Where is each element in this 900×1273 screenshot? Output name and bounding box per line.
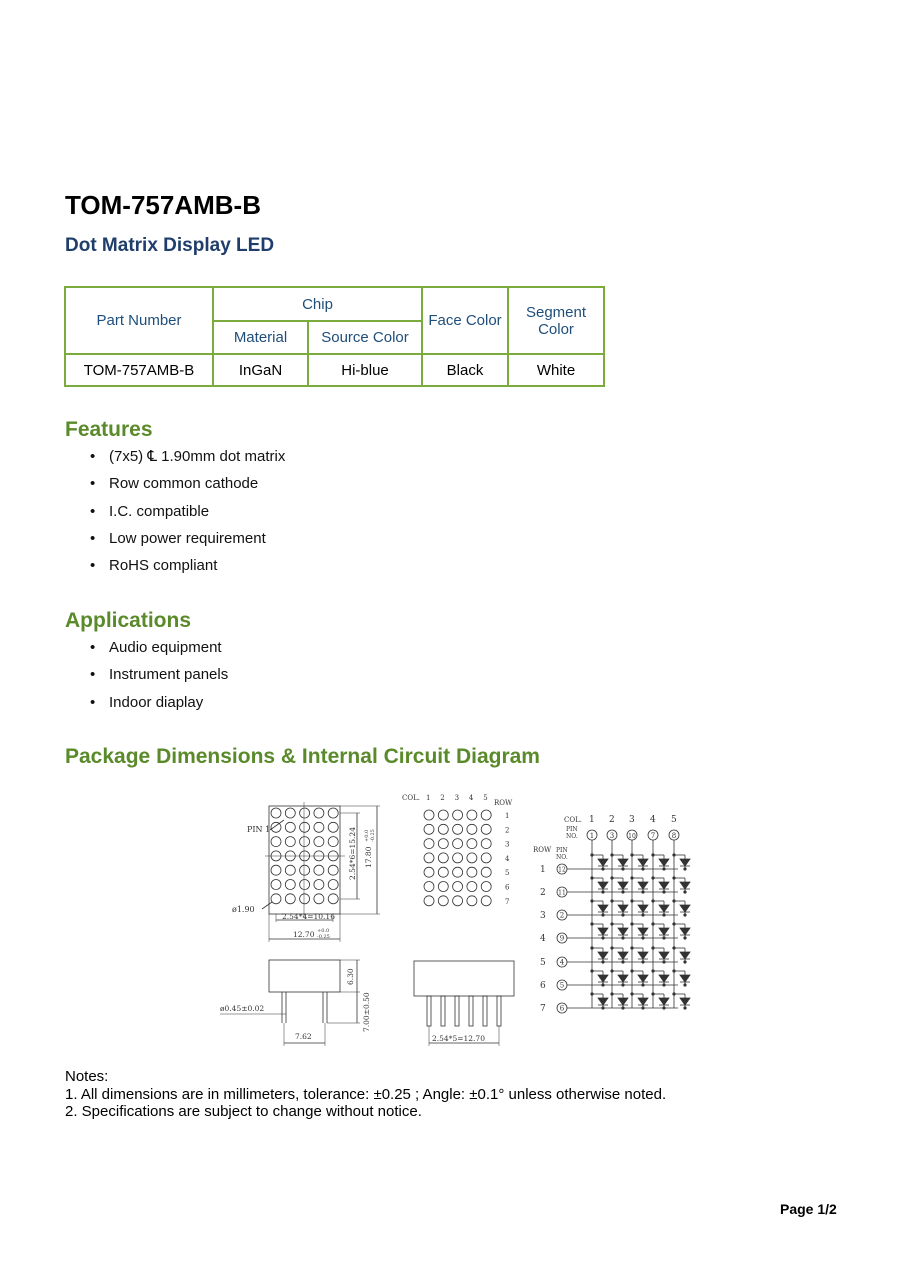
mid-row-number: 7 [505, 897, 510, 906]
circuit-junction [631, 877, 633, 879]
mid-led-dot [453, 853, 463, 863]
led-diode-symbol [680, 998, 690, 1005]
mid-col-number: 4 [468, 794, 474, 802]
circuit-row-number: 1 [540, 865, 546, 875]
led-diode-symbol [659, 952, 669, 959]
mid-led-dot [424, 867, 434, 877]
led-diode-symbol [618, 905, 628, 912]
front-led-dot [328, 837, 338, 847]
mid-col-numbers [426, 794, 488, 802]
front-led-dot [314, 865, 324, 875]
dim-tol-minus-v: -0.25 [370, 829, 376, 842]
circuit-col-pin-number: 3 [609, 832, 615, 840]
circuit-junction [622, 914, 624, 916]
pin-view-pin [483, 996, 487, 1026]
note-item: 1. All dimensions are in millimeters, tolerance: ±0.25 ; Angle: ±0.1° unless otherwise noted. [65, 1085, 667, 1103]
front-led-dot [314, 808, 324, 818]
front-led-dot [300, 822, 310, 832]
pin-label-circuit: PIN [566, 826, 578, 833]
circuit-junction [602, 1007, 604, 1009]
circuit-junction [591, 923, 593, 925]
circuit-junction [663, 984, 665, 986]
mid-led-dot [481, 853, 491, 863]
mid-led-dot [424, 824, 434, 834]
mid-led-dot [467, 882, 477, 892]
front-led-dot [300, 880, 310, 890]
side-view-body [269, 960, 340, 992]
header-segment-color: Segment Color [508, 287, 604, 354]
circuit-col-number: 2 [609, 815, 615, 825]
mid-led-dot [453, 882, 463, 892]
mid-led-dot [481, 824, 491, 834]
circuit-junction [591, 947, 593, 949]
mid-row-number: 5 [505, 869, 510, 878]
dim-width-pitch: 2.54*4=10.16 [282, 912, 335, 921]
dim-height-total: 17.80 [364, 846, 373, 868]
circuit-junction [611, 923, 613, 925]
circuit-junction [663, 961, 665, 963]
mid-led-dot [438, 896, 448, 906]
front-led-dot [300, 894, 310, 904]
mid-led-dot [453, 824, 463, 834]
mid-led-dot [481, 882, 491, 892]
circuit-junction [611, 854, 613, 856]
led-diode-symbol [638, 975, 648, 982]
list-item: • (7x5) ℄ 1.90mm dot matrix [85, 447, 285, 474]
circuit-row-pin-number: 9 [559, 934, 565, 943]
circuit-junction [652, 970, 654, 972]
front-led-dot [328, 865, 338, 875]
circuit-junction [631, 947, 633, 949]
spec-table [64, 286, 605, 387]
circuit-junction [652, 877, 654, 879]
led-diode-symbol [680, 952, 690, 959]
front-led-dot [300, 865, 310, 875]
circuit-col-number: 1 [589, 815, 595, 825]
front-led-dot [285, 880, 295, 890]
led-diode-symbol [680, 859, 690, 866]
mid-led-dot [438, 867, 448, 877]
package-heading: Package Dimensions & Internal Circuit Diagram [65, 745, 540, 768]
mid-led-dot [453, 896, 463, 906]
dim-tol-plus-v: +0.0 [364, 829, 370, 842]
circuit-row-number: 7 [540, 1004, 546, 1014]
front-led-dot [285, 894, 295, 904]
circuit-col-pin-number: 7 [650, 832, 656, 840]
front-led-dot [285, 822, 295, 832]
circuit-junction [642, 914, 644, 916]
front-led-dot [271, 894, 281, 904]
front-led-dot [328, 808, 338, 818]
circuit-row-pin-number: 4 [559, 958, 565, 967]
page-number: Page 1/2 [780, 1201, 837, 1217]
led-diode-symbol [659, 882, 669, 889]
led-diode-symbol [659, 975, 669, 982]
mid-col-number: 1 [426, 794, 431, 802]
dim-height-pitch: 2.54*6=15.24 [348, 827, 357, 880]
circuit-junction [631, 923, 633, 925]
circuit-junction [631, 900, 633, 902]
circuit-junction [642, 937, 644, 939]
row-no-label-circuit: NO. [556, 854, 568, 861]
circuit-junction [631, 854, 633, 856]
circuit-row-pin-number: 12 [558, 866, 566, 874]
led-diode-symbol [659, 928, 669, 935]
front-led-dot [300, 837, 310, 847]
mid-led-dot [481, 896, 491, 906]
col-label-mid: COL. [402, 794, 420, 802]
circuit-row-number: 2 [540, 888, 546, 898]
circuit-junction [622, 984, 624, 986]
front-led-dot [314, 837, 324, 847]
circuit-junction [652, 993, 654, 995]
mid-col-number: 3 [454, 794, 460, 802]
cell-material: InGaN [213, 354, 308, 386]
circuit-junction [652, 947, 654, 949]
circuit-junction [673, 923, 675, 925]
led-diode-symbol [659, 859, 669, 866]
list-item: • Low power requirement [85, 529, 285, 556]
led-diode-symbol [618, 975, 628, 982]
front-led-dot [314, 822, 324, 832]
circuit-junction [622, 868, 624, 870]
pin-view-pin [427, 996, 431, 1026]
pin-view-body [414, 961, 514, 996]
led-diode-symbol [659, 905, 669, 912]
led-diode-symbol [659, 998, 669, 1005]
row-label-mid: ROW [494, 799, 513, 807]
list-item: • I.C. compatible [85, 502, 285, 529]
header-source-color: Source Color [308, 321, 422, 354]
mid-led-dot [467, 853, 477, 863]
circuit-row-number: 4 [540, 934, 546, 944]
led-diode-symbol [598, 859, 608, 866]
circuit-junction [652, 923, 654, 925]
list-item: • Indoor diaplay [85, 693, 228, 720]
circuit-junction [622, 1007, 624, 1009]
pin-view-pin [441, 996, 445, 1026]
cell-face-color: Black [422, 354, 508, 386]
circuit-row-number: 5 [540, 958, 546, 968]
mid-row-number: 6 [505, 883, 510, 892]
list-item: • Instrument panels [85, 665, 228, 692]
circuit-junction [673, 854, 675, 856]
internal-circuit [540, 815, 690, 1014]
circuit-junction [684, 868, 686, 870]
front-led-dot [328, 822, 338, 832]
circuit-junction [602, 937, 604, 939]
led-diode-symbol [680, 975, 690, 982]
circuit-junction [642, 868, 644, 870]
header-part-number: Part Number [65, 287, 213, 354]
front-led-dot [328, 894, 338, 904]
circuit-junction [611, 947, 613, 949]
mid-led-dot [424, 810, 434, 820]
cell-part-number: TOM-757AMB-B [65, 354, 213, 386]
dim-pin-pitch: 2.54*5=12.70 [432, 1034, 485, 1043]
mid-led-dot [467, 810, 477, 820]
header-chip: Chip [213, 287, 422, 321]
circuit-junction [673, 947, 675, 949]
circuit-row-pin-number: 2 [559, 911, 565, 920]
circuit-row-number: 3 [540, 911, 546, 921]
circuit-junction [663, 891, 665, 893]
circuit-junction [591, 877, 593, 879]
circuit-junction [673, 970, 675, 972]
circuit-junction [591, 993, 593, 995]
circuit-junction [602, 891, 604, 893]
circuit-junction [673, 900, 675, 902]
dot-diameter-label: ø1.90 [232, 905, 255, 914]
led-diode-symbol [618, 859, 628, 866]
front-led-dot [271, 837, 281, 847]
led-diode-symbol [638, 998, 648, 1005]
circuit-junction [602, 984, 604, 986]
circuit-row-number: 6 [540, 981, 546, 991]
dim-pin-diameter: ø0.45±0.02 [220, 1004, 265, 1013]
led-diode-symbol [618, 998, 628, 1005]
features-list [85, 447, 285, 583]
circuit-junction [622, 961, 624, 963]
circuit-col-pin-number: 8 [671, 832, 677, 840]
dim-width-total: 12.70 [293, 930, 315, 939]
led-diode-symbol [618, 928, 628, 935]
mid-led-dot [467, 896, 477, 906]
circuit-junction [684, 961, 686, 963]
circuit-junction [684, 937, 686, 939]
led-diode-symbol [598, 952, 608, 959]
circuit-junction [602, 914, 604, 916]
mid-led-dot [424, 853, 434, 863]
led-diode-symbol [598, 975, 608, 982]
front-led-dot [271, 808, 281, 818]
circuit-col-pin-number: 10 [628, 833, 636, 840]
front-led-dot [328, 880, 338, 890]
mid-led-dot [438, 839, 448, 849]
circuit-junction [642, 891, 644, 893]
circuit-junction [591, 900, 593, 902]
mid-led-dot [438, 824, 448, 834]
list-item: • Audio equipment [85, 638, 228, 665]
circuit-junction [622, 937, 624, 939]
led-diode-symbol [680, 882, 690, 889]
mid-led-dot [481, 810, 491, 820]
mid-led-dot [438, 810, 448, 820]
mid-led-dot [467, 824, 477, 834]
cell-segment-color: White [508, 354, 604, 386]
circuit-junction [591, 854, 593, 856]
led-diode-symbol [638, 882, 648, 889]
led-diode-symbol [618, 952, 628, 959]
mid-col-number: 2 [440, 794, 445, 802]
circuit-junction [602, 868, 604, 870]
mid-led-dot [467, 839, 477, 849]
front-led-dot [314, 880, 324, 890]
front-led-dot [285, 837, 295, 847]
circuit-junction [673, 877, 675, 879]
mid-row-number: 3 [505, 840, 510, 849]
mid-led-dot [467, 867, 477, 877]
circuit-junction [663, 914, 665, 916]
front-led-dot [271, 865, 281, 875]
front-led-dot [314, 894, 324, 904]
circuit-junction [642, 961, 644, 963]
circuit-junction [631, 970, 633, 972]
features-heading: Features [65, 418, 153, 441]
mid-led-dot [453, 810, 463, 820]
col-label-circuit: COL. [564, 816, 582, 824]
circuit-junction [611, 993, 613, 995]
circuit-junction [663, 868, 665, 870]
circuit-junction [642, 984, 644, 986]
led-diode-symbol [618, 882, 628, 889]
circuit-junction [652, 854, 654, 856]
mid-row-number: 2 [505, 826, 510, 835]
mid-led-dot [424, 839, 434, 849]
mid-col-number: 5 [483, 794, 488, 802]
circuit-col-pin-number: 1 [589, 832, 595, 840]
row-pin-label-circuit: PIN [556, 847, 568, 854]
circuit-junction [684, 891, 686, 893]
dot-diameter-leader [262, 902, 272, 909]
front-led-dot [285, 808, 295, 818]
front-led-dot [285, 865, 295, 875]
led-diode-symbol [638, 905, 648, 912]
led-diode-symbol [598, 998, 608, 1005]
circuit-col-number: 4 [650, 815, 656, 825]
circuit-junction [684, 1007, 686, 1009]
note-item: 2. Specifications are subject to change without notice. [65, 1103, 422, 1120]
circuit-junction [663, 937, 665, 939]
led-diode-symbol [638, 859, 648, 866]
circuit-col-number: 5 [671, 815, 677, 825]
circuit-junction [611, 900, 613, 902]
dim-side-height: 6.30 [346, 968, 355, 985]
led-diode-symbol [680, 928, 690, 935]
front-led-dot [271, 822, 281, 832]
header-face-color: Face Color [422, 287, 508, 354]
mid-led-dot [424, 896, 434, 906]
circuit-row-pin-number: 6 [559, 1004, 565, 1013]
notes [65, 1068, 666, 1121]
led-diode-symbol [638, 928, 648, 935]
led-diode-symbol [598, 905, 608, 912]
dim-tol-plus: +0.0 [317, 928, 330, 934]
mid-row-number: 4 [505, 854, 510, 863]
led-diode-symbol [598, 928, 608, 935]
cell-source-color: Hi-blue [308, 354, 422, 386]
applications-heading: Applications [65, 609, 192, 632]
circuit-col-number: 3 [629, 815, 635, 825]
circuit-junction [642, 1007, 644, 1009]
mid-led-dot [481, 867, 491, 877]
circuit-row-pin-number: 5 [559, 981, 565, 990]
header-material: Material [213, 321, 308, 354]
document-title: TOM-757AMB-B [65, 190, 261, 220]
dim-tol-minus: -0.25 [317, 934, 330, 940]
circuit-junction [611, 877, 613, 879]
mid-row-number: 1 [505, 812, 510, 820]
mid-led-dot [453, 839, 463, 849]
mid-led-dot [481, 839, 491, 849]
mid-led-dot [438, 853, 448, 863]
circuit-junction [631, 993, 633, 995]
circuit-junction [591, 970, 593, 972]
pin1-arrow [270, 820, 284, 830]
dim-row-spacing: 7.62 [295, 1032, 312, 1041]
circuit-junction [684, 984, 686, 986]
circuit-junction [602, 961, 604, 963]
list-item: • RoHS compliant [85, 556, 285, 583]
front-led-dot [300, 808, 310, 818]
circuit-junction [684, 914, 686, 916]
circuit-junction [663, 1007, 665, 1009]
no-label-circuit: NO. [566, 833, 578, 840]
pin1-label: PIN 1 [247, 825, 271, 834]
pin-view-pins [427, 996, 501, 1026]
mid-led-dot [424, 882, 434, 892]
circuit-junction [622, 891, 624, 893]
led-diode-symbol [598, 882, 608, 889]
mid-led-dot [438, 882, 448, 892]
mid-row-numbers [505, 812, 510, 906]
row-label-circuit: ROW [533, 846, 552, 854]
document-subtitle: Dot Matrix Display LED [65, 235, 275, 256]
mid-led-dot [453, 867, 463, 877]
circuit-row-pin-number: 11 [558, 889, 566, 897]
dim-pin-length: 7.00±0.50 [362, 992, 371, 1032]
pin-view-pin [469, 996, 473, 1026]
led-diode-symbol [680, 905, 690, 912]
circuit-junction [652, 900, 654, 902]
led-diode-symbol [638, 952, 648, 959]
package-dimensions-diagram [200, 780, 700, 1060]
circuit-junction [611, 970, 613, 972]
applications-list [85, 638, 228, 720]
notes-heading: Notes: [65, 1068, 109, 1085]
pin-view-pin [497, 996, 501, 1026]
mid-dot-matrix [424, 810, 491, 906]
list-item: • Row common cathode [85, 474, 285, 501]
circuit-junction [673, 993, 675, 995]
front-led-dot [271, 880, 281, 890]
pin-view-pin [455, 996, 459, 1026]
